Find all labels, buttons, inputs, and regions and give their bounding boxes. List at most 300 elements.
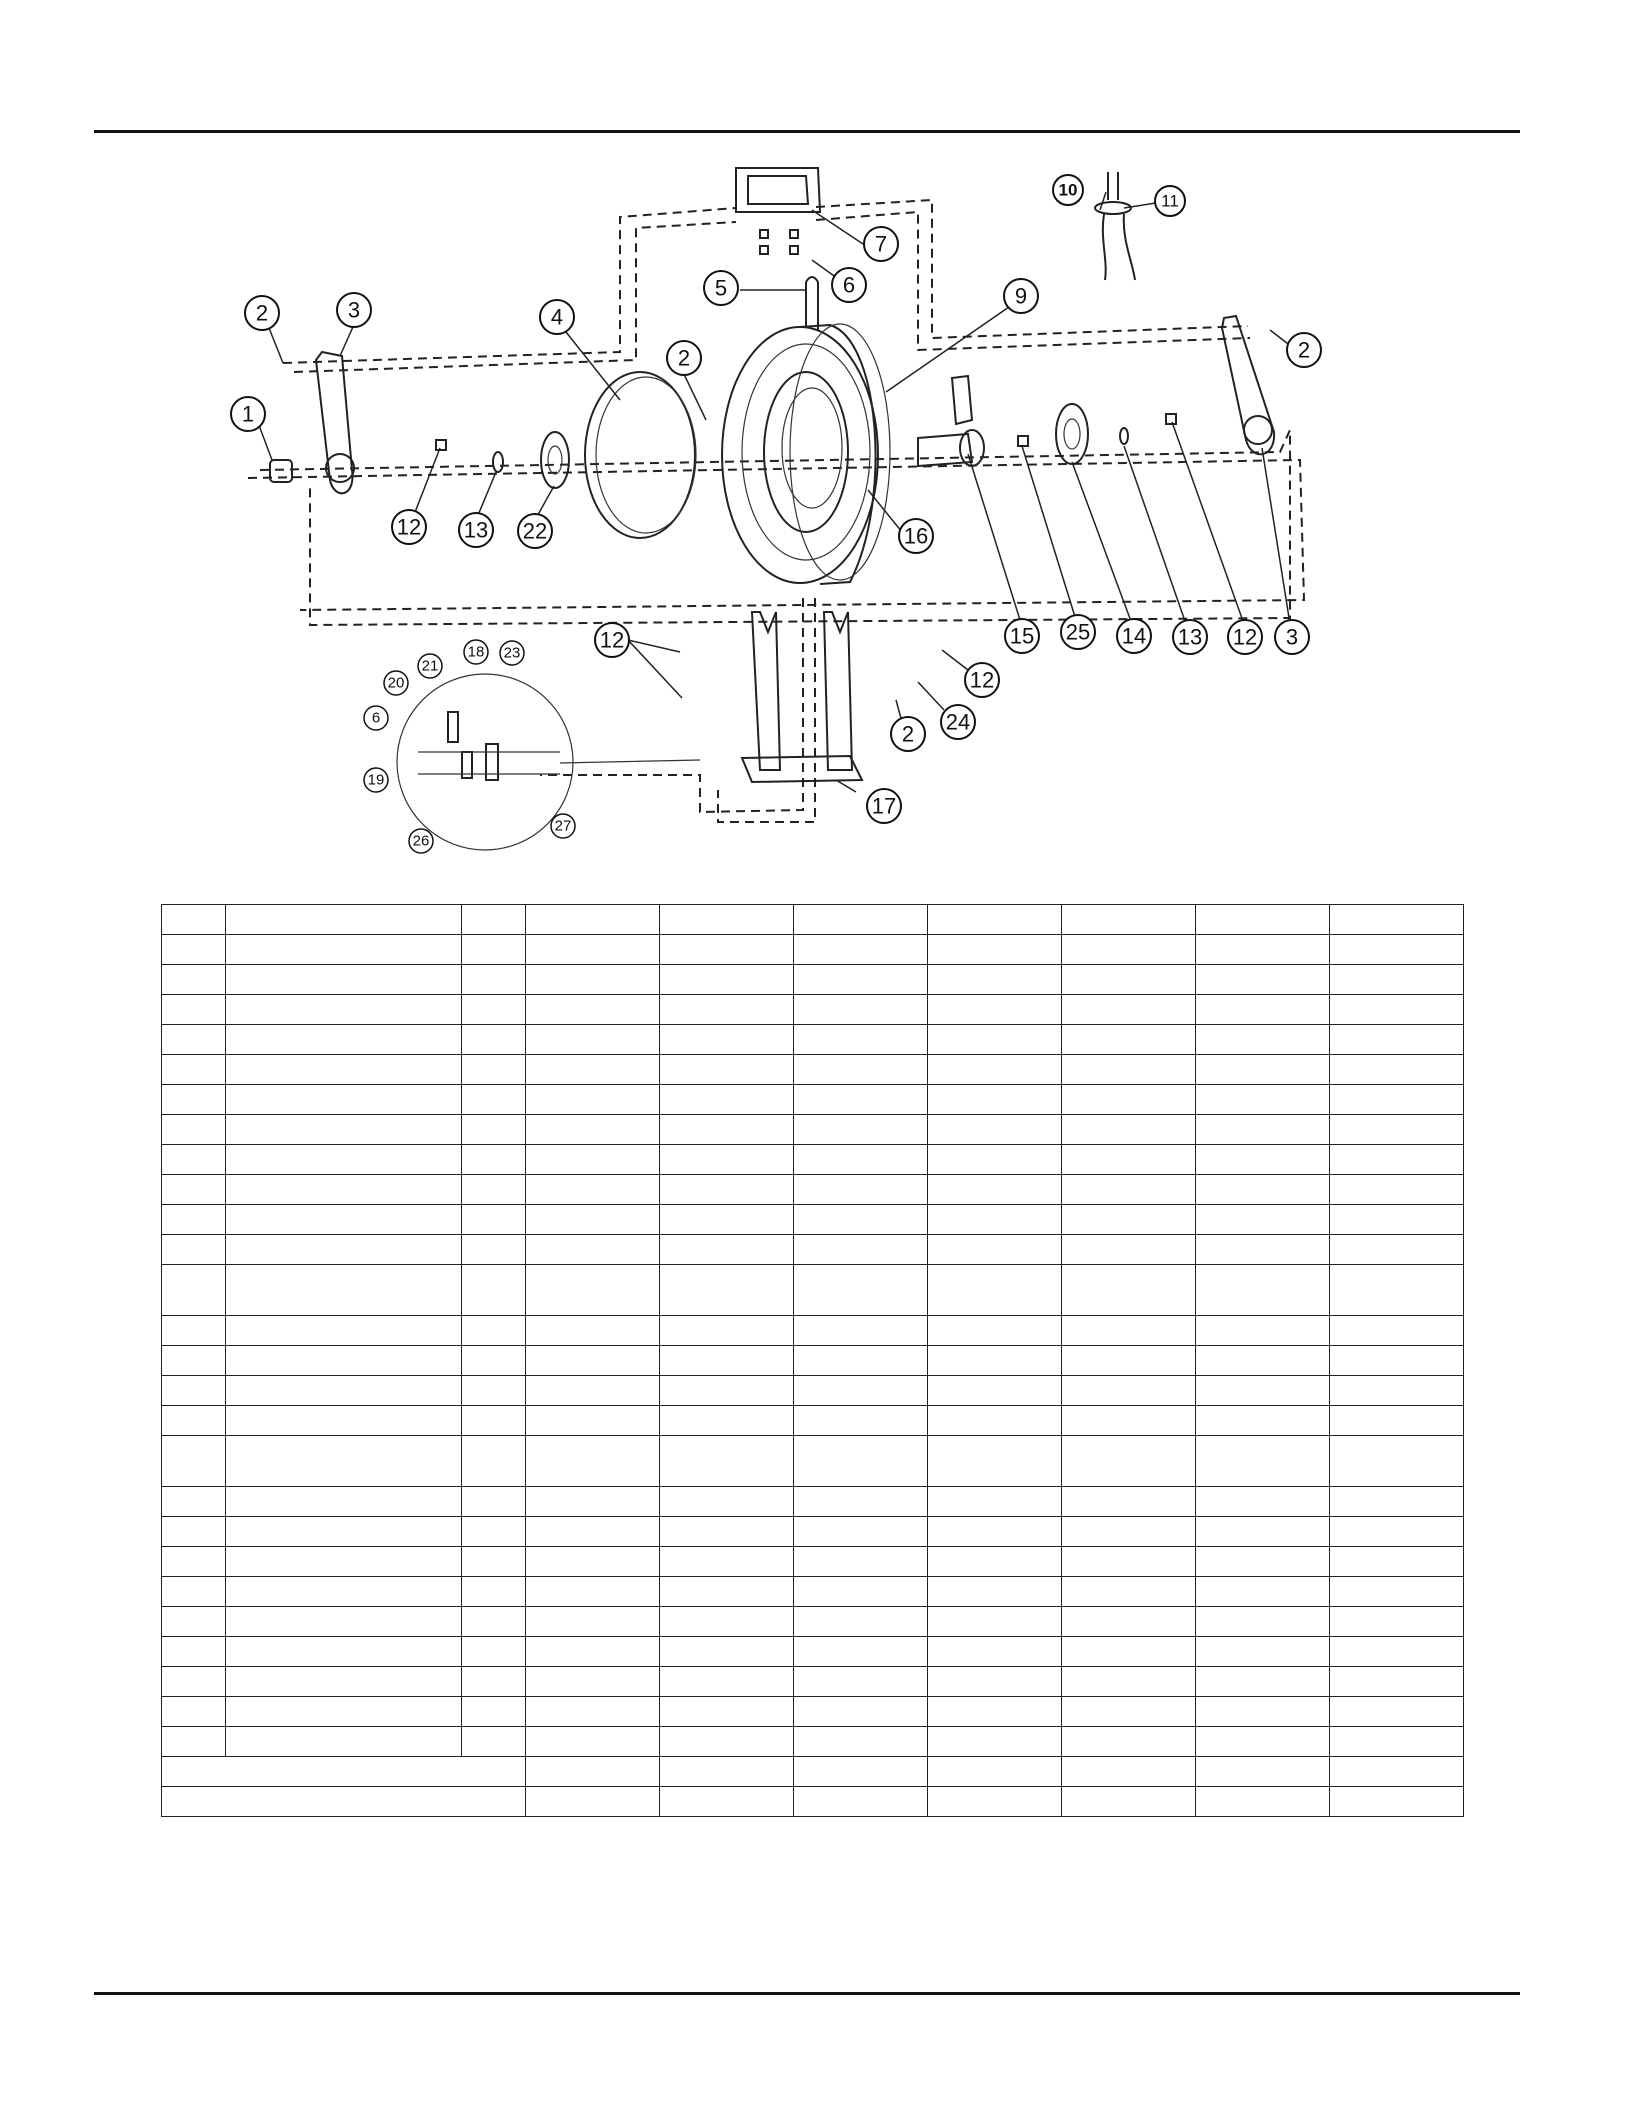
table-cell <box>1062 1175 1196 1205</box>
table-row <box>162 905 1464 935</box>
table-cell <box>162 1667 226 1697</box>
svg-text:5: 5 <box>714 275 728 301</box>
table-cell <box>226 1235 462 1265</box>
table-cell <box>1062 1025 1196 1055</box>
table-cell <box>928 995 1062 1025</box>
table-cell <box>162 1517 226 1547</box>
table-cell <box>660 1025 794 1055</box>
callout-9 <box>1004 279 1038 313</box>
table-cell <box>660 1787 794 1817</box>
callout-12 <box>1228 620 1262 654</box>
table-cell <box>1196 1406 1330 1436</box>
table-cell <box>660 965 794 995</box>
table-row <box>162 1346 1464 1376</box>
table-cell <box>226 1487 462 1517</box>
table-cell <box>462 1265 526 1316</box>
right-arm <box>1222 316 1274 454</box>
table-cell <box>1330 1487 1464 1517</box>
table-cell <box>660 1235 794 1265</box>
svg-text:11: 11 <box>1161 191 1179 211</box>
table-cell <box>928 1547 1062 1577</box>
svg-text:21: 21 <box>421 657 439 675</box>
table-cell <box>1330 1145 1464 1175</box>
table-cell <box>162 1145 226 1175</box>
table-cell <box>226 1697 462 1727</box>
svg-text:20: 20 <box>387 674 405 692</box>
table-cell <box>794 1265 928 1316</box>
table-cell <box>226 965 462 995</box>
table-cell <box>1062 1787 1196 1817</box>
table-cell <box>162 1175 226 1205</box>
table-cell <box>794 1436 928 1487</box>
svg-text:22: 22 <box>522 518 548 544</box>
table-cell <box>526 1517 660 1547</box>
table-cell <box>1062 1115 1196 1145</box>
svg-text:12: 12 <box>599 627 625 653</box>
table-cell <box>162 1205 226 1235</box>
table-cell <box>1196 905 1330 935</box>
table-cell <box>1330 1265 1464 1316</box>
table-cell <box>226 1637 462 1667</box>
table-cell <box>1196 1637 1330 1667</box>
table-cell <box>794 1487 928 1517</box>
table-cell <box>1330 1316 1464 1346</box>
table-cell <box>794 1376 928 1406</box>
callout-23 <box>500 641 524 665</box>
part-5-hook <box>806 277 818 330</box>
table-row <box>162 1637 1464 1667</box>
callout-21 <box>418 654 442 678</box>
table-cell <box>928 1025 1062 1055</box>
svg-text:10: 10 <box>1058 180 1078 200</box>
table-cell <box>660 1637 794 1667</box>
table-cell <box>462 935 526 965</box>
table-cell <box>794 1205 928 1235</box>
table-cell <box>526 1577 660 1607</box>
table-cell <box>794 1667 928 1697</box>
svg-text:12: 12 <box>1232 624 1258 650</box>
table-cell <box>1196 1517 1330 1547</box>
table-cell <box>1196 1316 1330 1346</box>
table-cell <box>462 1235 526 1265</box>
table-cell <box>226 1547 462 1577</box>
table-cell <box>1196 1436 1330 1487</box>
table-cell <box>1196 1376 1330 1406</box>
table-cell <box>526 905 660 935</box>
table-cell <box>1062 1145 1196 1175</box>
table-cell <box>1062 1346 1196 1376</box>
table-cell <box>928 1697 1062 1727</box>
callout-6 <box>364 706 388 730</box>
table-cell <box>1062 1487 1196 1517</box>
table-cell <box>1062 1607 1196 1637</box>
table-cell <box>1196 1697 1330 1727</box>
table-cell <box>794 1406 928 1436</box>
table-cell <box>526 1085 660 1115</box>
table-cell <box>162 1406 226 1436</box>
svg-text:19: 19 <box>367 771 385 789</box>
table-cell <box>1330 1436 1464 1487</box>
table-cell <box>794 1637 928 1667</box>
table-cell <box>162 935 226 965</box>
svg-text:13: 13 <box>1177 624 1203 650</box>
table-cell <box>526 1727 660 1757</box>
table-cell <box>462 995 526 1025</box>
callout-2 <box>667 341 701 375</box>
table-cell <box>1062 1517 1196 1547</box>
table-row <box>162 1235 1464 1265</box>
table-cell <box>462 1667 526 1697</box>
table-cell <box>928 935 1062 965</box>
table-cell <box>1330 905 1464 935</box>
table-cell <box>660 935 794 965</box>
table-row <box>162 1145 1464 1175</box>
table-cell <box>1196 1487 1330 1517</box>
table-cell <box>1330 1697 1464 1727</box>
table-cell <box>1196 1265 1330 1316</box>
callout-26 <box>409 829 433 853</box>
table-cell <box>928 1085 1062 1115</box>
table-cell <box>1062 1436 1196 1487</box>
table-row <box>162 1316 1464 1346</box>
table-cell <box>226 935 462 965</box>
table-cell <box>462 1547 526 1577</box>
table-cell <box>162 1757 526 1787</box>
table-cell <box>928 1517 1062 1547</box>
table-cell <box>660 1547 794 1577</box>
table-cell <box>794 1235 928 1265</box>
table-cell <box>1196 965 1330 995</box>
table-cell <box>462 1637 526 1667</box>
table-cell <box>526 1406 660 1436</box>
table-cell <box>226 1025 462 1055</box>
table-cell <box>226 1316 462 1346</box>
detail-view <box>397 674 700 850</box>
table-cell <box>462 1697 526 1727</box>
table-cell <box>794 1316 928 1346</box>
table-cell <box>794 1085 928 1115</box>
table-cell <box>226 1436 462 1487</box>
table-cell <box>660 1436 794 1487</box>
callout-2 <box>245 296 279 330</box>
table-cell <box>462 1517 526 1547</box>
part-16-reel <box>722 324 890 584</box>
table-cell <box>1062 1085 1196 1115</box>
table-cell <box>1062 1235 1196 1265</box>
table-cell <box>928 1436 1062 1487</box>
svg-text:23: 23 <box>503 644 521 662</box>
table-cell <box>794 1727 928 1757</box>
table-cell <box>226 1175 462 1205</box>
table-cell <box>794 1517 928 1547</box>
svg-text:27: 27 <box>554 817 572 835</box>
table-cell <box>1196 1727 1330 1757</box>
table-cell <box>162 1637 226 1667</box>
table-cell <box>928 1487 1062 1517</box>
table-cell <box>162 1547 226 1577</box>
table-cell <box>660 995 794 1025</box>
table-cell <box>1330 1055 1464 1085</box>
table-cell <box>226 1577 462 1607</box>
svg-text:14: 14 <box>1121 623 1147 649</box>
table-row <box>162 1436 1464 1487</box>
table-cell <box>526 1055 660 1085</box>
table-cell <box>928 1115 1062 1145</box>
table-cell <box>462 1316 526 1346</box>
table-cell <box>462 1727 526 1757</box>
table-cell <box>226 1145 462 1175</box>
table-row <box>162 1085 1464 1115</box>
callout-17 <box>867 789 901 823</box>
callout-6 <box>832 268 866 302</box>
table-cell <box>1062 1547 1196 1577</box>
table-cell <box>1196 1055 1330 1085</box>
table-cell <box>660 1115 794 1145</box>
table-cell <box>462 1145 526 1175</box>
table-cell <box>1196 1175 1330 1205</box>
table-cell <box>526 1145 660 1175</box>
table-cell <box>794 1055 928 1085</box>
table-cell <box>162 1346 226 1376</box>
table-cell <box>1330 1085 1464 1115</box>
table-cell <box>928 1055 1062 1085</box>
table-cell <box>526 1547 660 1577</box>
table-cell <box>162 1697 226 1727</box>
table-cell <box>660 1607 794 1637</box>
table-row <box>162 1517 1464 1547</box>
callout-12 <box>392 510 426 544</box>
svg-text:16: 16 <box>903 523 929 549</box>
table-cell <box>162 1115 226 1145</box>
svg-text:2: 2 <box>1297 337 1311 363</box>
table-cell <box>226 1517 462 1547</box>
table-cell <box>526 1607 660 1637</box>
table-cell <box>462 1085 526 1115</box>
table-cell <box>794 1025 928 1055</box>
table-cell <box>1062 1757 1196 1787</box>
table-cell <box>1062 1667 1196 1697</box>
table-cell <box>226 1727 462 1757</box>
svg-text:3: 3 <box>347 297 361 323</box>
table-cell <box>1062 965 1196 995</box>
table-row <box>162 1115 1464 1145</box>
table-cell <box>1330 965 1464 995</box>
table-cell <box>526 1316 660 1346</box>
table-cell <box>162 1265 226 1316</box>
table-cell <box>660 1757 794 1787</box>
svg-text:9: 9 <box>1014 283 1028 309</box>
table-row <box>162 935 1464 965</box>
svg-text:24: 24 <box>945 709 971 735</box>
table-cell <box>462 1577 526 1607</box>
table-cell <box>1062 995 1196 1025</box>
table-cell <box>1196 1235 1330 1265</box>
table-row <box>162 1547 1464 1577</box>
table-cell <box>1196 1667 1330 1697</box>
table-cell <box>462 1406 526 1436</box>
table-cell <box>660 905 794 935</box>
table-cell <box>660 1145 794 1175</box>
table-row <box>162 1607 1464 1637</box>
table-cell <box>162 1607 226 1637</box>
table-cell <box>660 1055 794 1085</box>
callout-20 <box>384 671 408 695</box>
table-cell <box>660 1577 794 1607</box>
table-row <box>162 1406 1464 1436</box>
table-cell <box>1062 1316 1196 1346</box>
table-cell <box>1330 1115 1464 1145</box>
table-cell <box>660 1175 794 1205</box>
table-cell <box>1062 1406 1196 1436</box>
table-cell <box>526 1265 660 1316</box>
table-cell <box>162 965 226 995</box>
callout-10 <box>1053 175 1083 205</box>
callout-3 <box>1275 620 1309 654</box>
table-row <box>162 1487 1464 1517</box>
table-cell <box>794 1607 928 1637</box>
table-cell <box>1196 1787 1330 1817</box>
table-cell <box>1196 1115 1330 1145</box>
svg-text:7: 7 <box>874 231 888 257</box>
table-cell <box>1330 1517 1464 1547</box>
table-cell <box>928 1607 1062 1637</box>
table-cell <box>1330 1577 1464 1607</box>
table-cell <box>794 1577 928 1607</box>
table-cell <box>462 1175 526 1205</box>
table-cell <box>1196 1085 1330 1115</box>
svg-text:17: 17 <box>871 793 897 819</box>
table-cell <box>794 1757 928 1787</box>
table-cell <box>794 1346 928 1376</box>
table-cell <box>1062 935 1196 965</box>
table-cell <box>1062 1577 1196 1607</box>
leader-lines <box>254 192 1299 792</box>
parts-table-body <box>162 905 1464 1817</box>
table-cell <box>1062 1697 1196 1727</box>
part-15-swivel <box>918 376 1028 466</box>
table-cell <box>1196 1145 1330 1175</box>
callout-12 <box>965 663 999 697</box>
table-cell <box>794 1697 928 1727</box>
table-cell <box>462 965 526 995</box>
table-cell <box>226 1667 462 1697</box>
table-cell <box>526 1235 660 1265</box>
table-row <box>162 1055 1464 1085</box>
table-cell <box>928 1787 1062 1817</box>
part-7-bracket <box>736 168 820 254</box>
table-cell <box>526 965 660 995</box>
table-cell <box>660 1487 794 1517</box>
table-cell <box>526 1025 660 1055</box>
callout-12 <box>595 623 629 657</box>
callout-11 <box>1155 186 1185 216</box>
table-cell <box>1196 935 1330 965</box>
table-cell <box>1062 1265 1196 1316</box>
table-cell <box>928 1376 1062 1406</box>
exploded-parts-diagram <box>0 0 1632 900</box>
table-cell <box>794 965 928 995</box>
svg-text:25: 25 <box>1065 619 1091 645</box>
table-row <box>162 995 1464 1025</box>
table-cell <box>794 905 928 935</box>
table-cell <box>928 1175 1062 1205</box>
bottom-rule <box>94 1992 1520 1995</box>
table-cell <box>462 1115 526 1145</box>
svg-text:3: 3 <box>1285 624 1299 650</box>
callout-15 <box>1005 619 1039 653</box>
callout-22 <box>518 514 552 548</box>
table-cell <box>928 1346 1062 1376</box>
table-cell <box>660 1265 794 1316</box>
table-cell <box>1330 1376 1464 1406</box>
table-cell <box>1062 1727 1196 1757</box>
table-cell <box>162 1436 226 1487</box>
table-cell <box>1330 1235 1464 1265</box>
table-cell <box>1062 1637 1196 1667</box>
table-row <box>162 1787 1464 1817</box>
table-cell <box>1330 1547 1464 1577</box>
table-cell <box>226 1346 462 1376</box>
callout-13 <box>459 513 493 547</box>
parts-table <box>161 904 1464 1817</box>
table-cell <box>928 1727 1062 1757</box>
table-cell <box>1196 1547 1330 1577</box>
table-cell <box>928 1145 1062 1175</box>
svg-text:1: 1 <box>241 401 255 427</box>
table-cell <box>526 935 660 965</box>
table-row <box>162 1577 1464 1607</box>
svg-text:6: 6 <box>842 272 856 298</box>
table-cell <box>226 1376 462 1406</box>
table-cell <box>794 1787 928 1817</box>
svg-text:12: 12 <box>969 667 995 693</box>
table-row <box>162 1205 1464 1235</box>
table-cell <box>462 1055 526 1085</box>
table-cell <box>526 1205 660 1235</box>
table-row <box>162 1265 1464 1316</box>
table-cell <box>660 1667 794 1697</box>
table-cell <box>526 1697 660 1727</box>
table-cell <box>1196 1025 1330 1055</box>
callout-1 <box>231 397 265 431</box>
table-cell <box>1330 1346 1464 1376</box>
table-cell <box>526 1637 660 1667</box>
table-cell <box>226 1607 462 1637</box>
table-cell <box>1196 1757 1330 1787</box>
callout-3 <box>337 293 371 327</box>
table-cell <box>928 1265 1062 1316</box>
table-cell <box>1196 1205 1330 1235</box>
table-cell <box>162 1025 226 1055</box>
table-cell <box>162 1487 226 1517</box>
table-cell <box>526 1346 660 1376</box>
table-cell <box>1330 1727 1464 1757</box>
table-cell <box>526 995 660 1025</box>
table-cell <box>462 905 526 935</box>
table-cell <box>1196 1346 1330 1376</box>
callout-14 <box>1117 619 1151 653</box>
table-cell <box>1330 1787 1464 1817</box>
table-cell <box>928 1667 1062 1697</box>
table-row <box>162 1727 1464 1757</box>
table-row <box>162 1757 1464 1787</box>
table-cell <box>162 905 226 935</box>
table-cell <box>226 1115 462 1145</box>
callout-24 <box>941 705 975 739</box>
svg-text:4: 4 <box>550 304 564 330</box>
callout-16 <box>899 519 933 553</box>
svg-text:2: 2 <box>901 721 915 747</box>
